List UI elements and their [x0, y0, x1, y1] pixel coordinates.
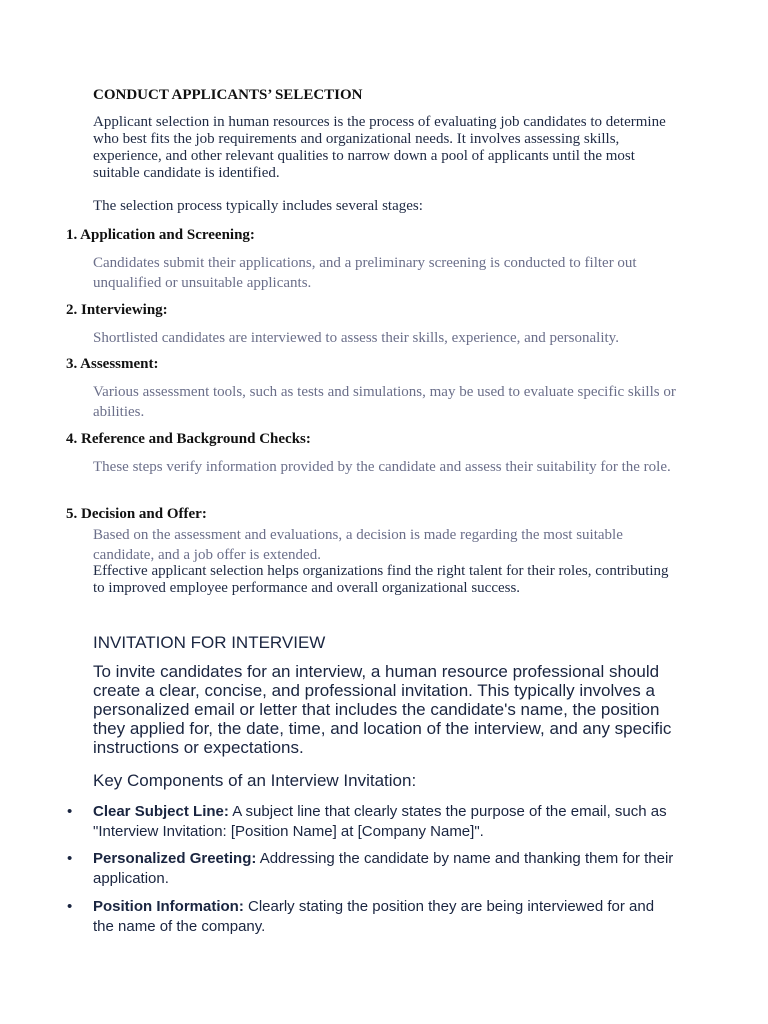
section-title-selection: CONDUCT APPLICANTS’ SELECTION	[93, 87, 363, 103]
stage-heading-2: 2. Interviewing:	[66, 302, 168, 318]
list-item-personalized-greeting	[67, 849, 678, 889]
stages-lead-text: The selection process typically includes several stages:	[93, 198, 423, 214]
bullet-icon: •	[67, 898, 73, 915]
stage-heading-1: 1. Application and Screening:	[66, 227, 255, 243]
stage-description-1: Candidates submit their applications, and a preliminary screening is conducted to filter out unqualified or unsuitable applicants.	[93, 255, 637, 291]
bullet-icon: •	[67, 850, 73, 867]
key-components-heading: Key Components of an Interview Invitation:	[93, 771, 417, 790]
selection-closing-paragraph: Effective applicant selection helps organizations find the right talent for their roles, contributing to improved employee performance and overall organizational success.	[93, 563, 669, 596]
bullet-label: Personalized Greeting:	[93, 850, 257, 867]
stage-description-2: Shortlisted candidates are interviewed to assess their skills, experience, and personality.	[93, 330, 619, 346]
bullet-text: Addressing the candidate by name and thanking them for their application.	[93, 850, 674, 887]
bullet-text: Clearly stating the position they are being interviewed for and the name of the company.	[93, 898, 655, 935]
stage-description-3: Various assessment tools, such as tests and simulations, may be used to evaluate specific skills or abilities.	[93, 384, 676, 420]
stage-heading-5: 5. Decision and Offer:	[66, 506, 207, 522]
bullet-text: A subject line that clearly states the purpose of the email, such as "Interview Invitation: [Position Name] at [Company Name]".	[93, 803, 667, 840]
stage-description-4: These steps verify information provided by the candidate and assess their suitability for the role.	[93, 459, 671, 475]
stage-heading-4: 4. Reference and Background Checks:	[66, 431, 311, 447]
section-title-invitation: INVITATION FOR INTERVIEW	[93, 633, 326, 652]
list-item-subject-line	[67, 802, 678, 842]
bullet-label: Clear Subject Line:	[93, 803, 229, 820]
bullet-icon: •	[67, 803, 73, 820]
selection-intro-paragraph: Applicant selection in human resources is the process of evaluating job candidates to determine who best fits the job requirements and organizational needs. It involves assessing skills, experience, and other relevant qualities to narrow down a pool of applicants until the most suitable candidate is identified.	[93, 114, 666, 181]
stage-heading-3: 3. Assessment:	[66, 356, 159, 372]
list-item-position-information	[67, 897, 678, 937]
bullet-label: Position Information:	[93, 898, 244, 915]
invitation-body-paragraph: To invite candidates for an interview, a human resource professional should create a clear, concise, and professional invitation. This typically involves a personalized email or letter that includes the candidate's name, the position they applied for, the date, time, and location of the interview, and any specific instructions or expectations.	[93, 662, 672, 757]
stage-description-5: Based on the assessment and evaluations, a decision is made regarding the most suitable candidate, and a job offer is extended.	[93, 527, 623, 563]
